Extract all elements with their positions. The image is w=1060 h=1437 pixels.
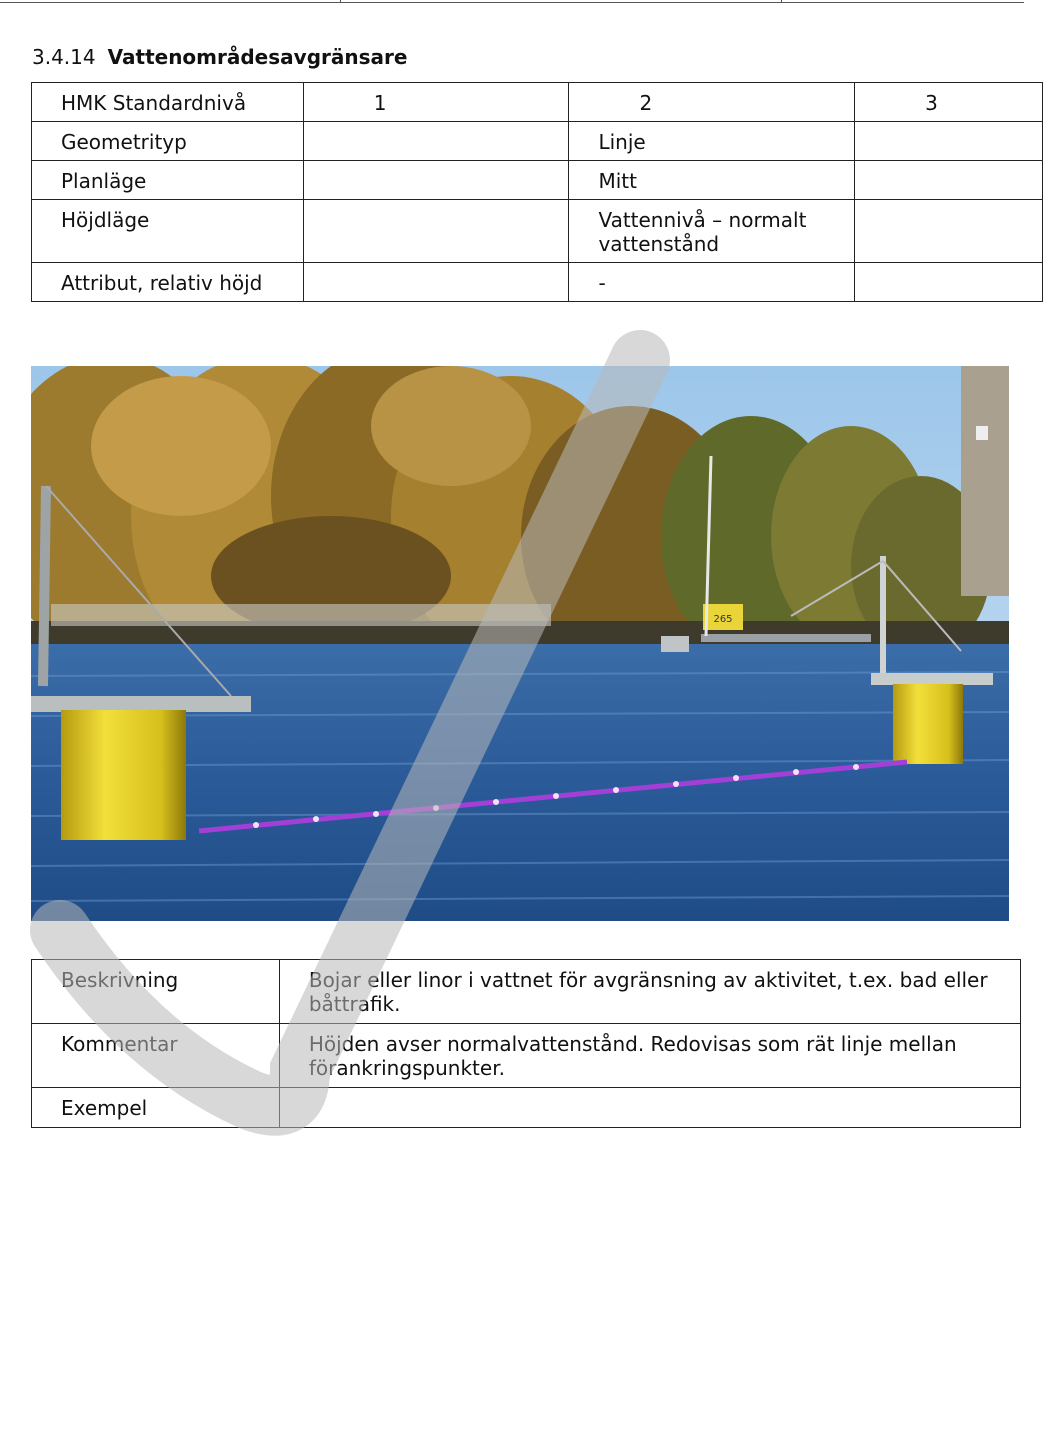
table-row (32, 1088, 1021, 1128)
row-label: Höjdläge (32, 200, 304, 263)
table-row (32, 1024, 1021, 1088)
cell (303, 263, 569, 302)
row-label: Planläge (32, 161, 304, 200)
table-row (32, 263, 1043, 302)
cell (303, 122, 569, 161)
row-label: Geometrityp (32, 122, 304, 161)
row-label: Exempel (32, 1088, 280, 1128)
cell: Vattennivå – normalt vattenstånd (569, 200, 855, 263)
cell (855, 122, 1043, 161)
section-title: Vattenområdesavgränsare (107, 45, 408, 69)
row-label: Kommentar (32, 1024, 280, 1088)
cell: - (569, 263, 855, 302)
table-row (32, 122, 1043, 161)
level-2: 2 (569, 83, 855, 122)
tower (961, 366, 1009, 596)
section-number: 3.4.14 (32, 45, 96, 69)
table-row (32, 83, 1043, 122)
cell: Höjden avser normalvattenstånd. Redovisas som rät linje mellan förankringspunkter. (279, 1024, 1020, 1088)
cell (303, 200, 569, 263)
cell (303, 161, 569, 200)
example-photo (31, 366, 1009, 921)
cell (279, 1088, 1020, 1128)
header-rule (0, 2, 1024, 3)
row-label: Attribut, relativ höjd (32, 263, 304, 302)
description-table (31, 959, 1021, 1128)
sign-text: 265 (713, 614, 733, 625)
cell: Mitt (569, 161, 855, 200)
section-heading (32, 45, 407, 69)
table-row (32, 200, 1043, 263)
table-row (32, 161, 1043, 200)
header-label: HMK Standardnivå (32, 83, 304, 122)
cell (855, 263, 1043, 302)
table-row (32, 960, 1021, 1024)
cell (855, 200, 1043, 263)
levels-table (31, 82, 1043, 302)
level-3: 3 (855, 83, 1043, 122)
cell: Linje (569, 122, 855, 161)
cell (855, 161, 1043, 200)
cell: Bojar eller linor i vattnet för avgränsning av aktivitet, t.ex. bad eller båttrafik. (279, 960, 1020, 1024)
level-1: 1 (303, 83, 569, 122)
row-label: Beskrivning (32, 960, 280, 1024)
